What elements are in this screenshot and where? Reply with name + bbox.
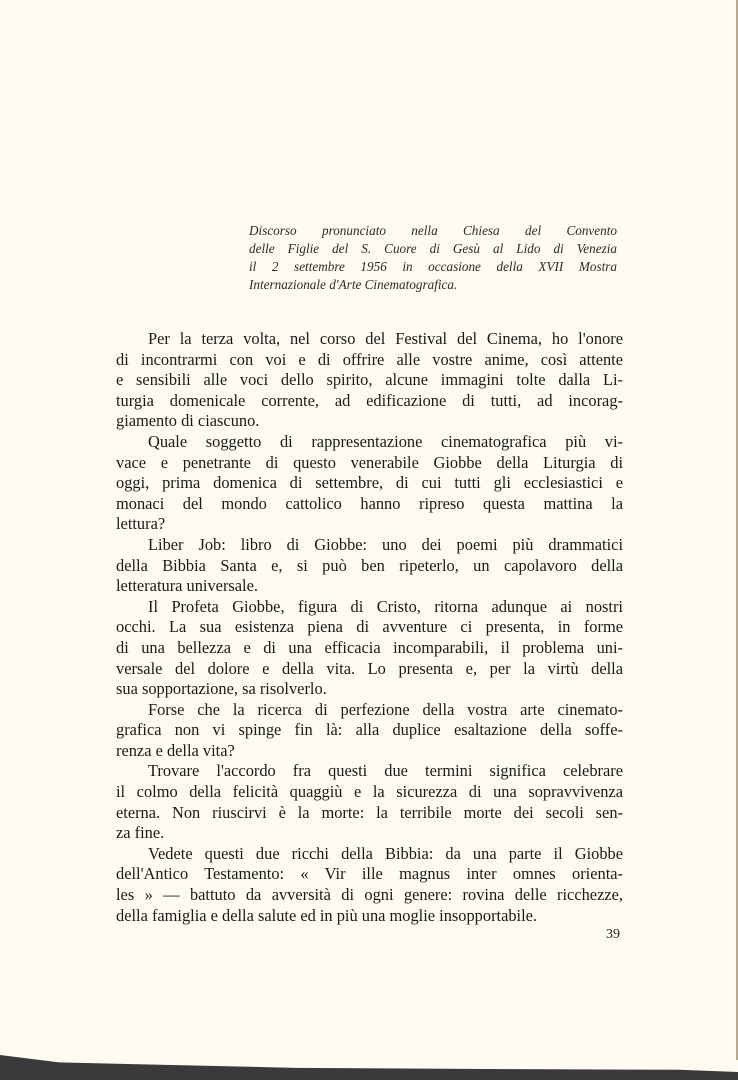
paragraph bbox=[116, 432, 623, 535]
paragraph bbox=[116, 700, 623, 762]
body-text bbox=[116, 329, 623, 926]
text-line: della famiglia e della salute ed in più una moglie insopportabile. bbox=[116, 905, 538, 925]
epigraph-line: Discorso pronunciato nella Chiesa del Convento bbox=[249, 223, 617, 238]
paragraph bbox=[116, 761, 623, 843]
text-line: Trovare l'accordo fra questi due termini significa celebrare bbox=[148, 761, 623, 781]
text-line: della Bibbia Santa e, si può ben ripeterlo, un capolavoro della bbox=[116, 555, 623, 575]
text-line: giamento di ciascuno. bbox=[116, 411, 260, 431]
scan-shadow bbox=[0, 1048, 738, 1080]
text-line: Vedete questi due ricchi della Bibbia: da una parte il Giobbe bbox=[148, 843, 623, 863]
text-line: grafica non vi spinge fin là: alla duplice esaltazione della soffe- bbox=[116, 720, 623, 740]
page-number: 39 bbox=[606, 927, 620, 942]
text-line: eterna. Non riuscirvi è la morte: la terribile morte dei secoli sen- bbox=[116, 802, 623, 822]
text-line: Quale soggetto di rappresentazione cinematografica più vi- bbox=[148, 431, 623, 451]
text-line: Forse che la ricerca di perfezione della vostra arte cinemato- bbox=[148, 699, 623, 719]
text-line: monaci del mondo cattolico hanno ripreso questa mattina la bbox=[116, 493, 623, 513]
text-line: turgia domenicale corrente, ad edificazione di tutti, ad incorag- bbox=[116, 390, 623, 410]
text-line: sua sopportazione, sa risolverlo. bbox=[116, 679, 327, 699]
text-line: di incontrarmi con voi e di offrire alle vostre anime, così attente bbox=[116, 349, 623, 369]
paragraph bbox=[116, 329, 623, 432]
text-line: Per la terza volta, nel corso del Festival del Cinema, ho l'onore bbox=[148, 329, 623, 348]
text-line: il colmo della felicità quaggiù e la sicurezza di una sopravvivenza bbox=[116, 782, 623, 802]
text-line: versale del dolore e della vita. Lo presenta e, per la virtù della bbox=[116, 658, 623, 678]
text-line: Liber Job: libro di Giobbe: uno dei poemi più drammatici bbox=[148, 534, 623, 554]
text-line: les » — battuto da avversità di ogni genere: rovina delle ricchezze, bbox=[116, 885, 623, 905]
text-line: za fine. bbox=[116, 823, 165, 843]
text-line: dell'Antico Testamento: « Vir ille magnus inter omnes orienta- bbox=[116, 864, 623, 884]
text-line: lettura? bbox=[116, 514, 166, 534]
text-line: occhi. La sua esistenza piena di avventure ci presenta, in forme bbox=[116, 617, 623, 637]
paragraph bbox=[116, 535, 623, 597]
text-line: e sensibili alle voci dello spirito, alcune immagini tolte dalla Li- bbox=[116, 370, 623, 390]
text-line: Il Profeta Giobbe, figura di Cristo, ritorna adunque ai nostri bbox=[148, 596, 623, 616]
text-line: letteratura universale. bbox=[116, 576, 258, 596]
epigraph-line: il 2 settembre 1956 in occasione della XVII Mostra bbox=[249, 259, 617, 274]
paragraph bbox=[116, 597, 623, 700]
text-line: di una bellezza e di una efficacia incomparabili, il problema uni- bbox=[116, 637, 623, 657]
paragraph bbox=[116, 844, 623, 926]
epigraph-line: Internazionale d'Arte Cinematografica. bbox=[249, 277, 458, 292]
text-line: renza e della vita? bbox=[116, 740, 235, 760]
text-line: oggi, prima domenica di settembre, di cui tutti gli ecclesiastici e bbox=[116, 473, 623, 493]
epigraph bbox=[249, 222, 617, 294]
epigraph-line: delle Figlie del S. Cuore di Gesù al Lido di Venezia bbox=[249, 241, 617, 256]
text-line: vace e penetrante di questo venerabile Giobbe della Liturgia di bbox=[116, 452, 623, 472]
